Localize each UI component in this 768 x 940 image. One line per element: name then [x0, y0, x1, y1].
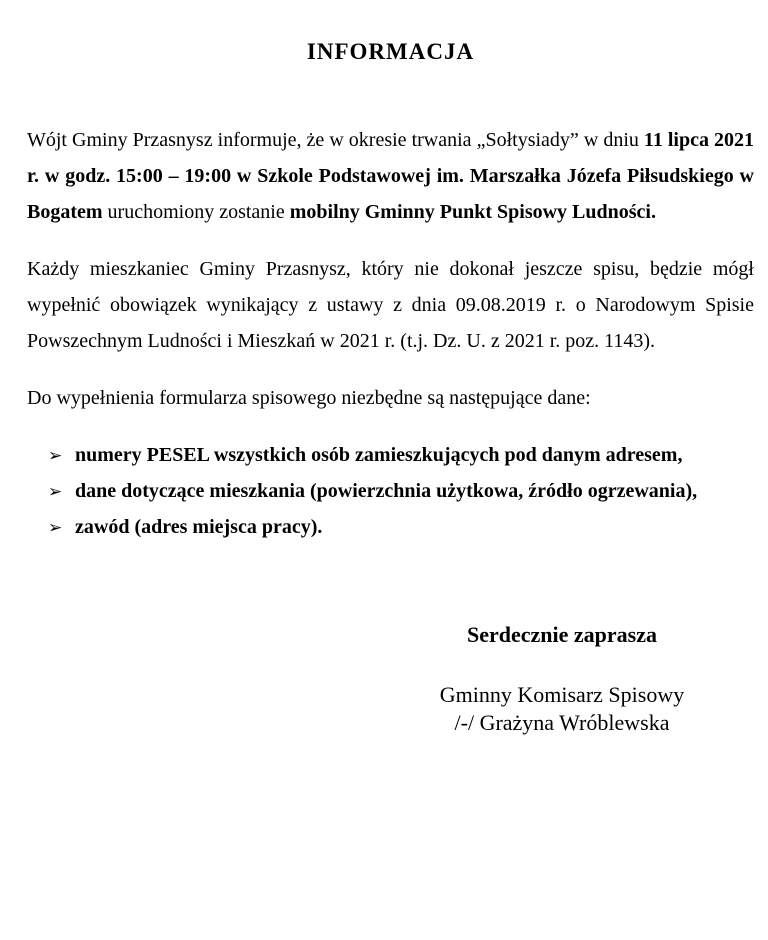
required-data-list: [27, 437, 754, 545]
arrowhead-bullet-icon: ➢: [48, 482, 63, 502]
list-item: [27, 509, 754, 545]
list-item-text: numery PESEL wszystkich osób zamieszkujących pod danym adresem,: [75, 444, 683, 466]
required-data-lead-paragraph: Do wypełnienia formularza spisowego niezbędne są następujące dane:: [27, 387, 591, 409]
signature-name: /-/ Grażyna Wróblewska: [454, 710, 670, 735]
list-item: [27, 437, 754, 473]
document-title: INFORMACJA: [306, 39, 475, 64]
census-obligation-paragraph: Każdy mieszkaniec Gminy Przasnysz, który nie dokonał jeszcze spisu, będzie mógł wypełnić obowiązek wynikający z ustawy z dnia 09.08.2019 r. o Narodowym Spisie Powszechnym Ludności i Mieszkań w 2021 r. (t.j. Dz. U. z 2021 r. poz. 1143).: [27, 258, 754, 352]
signature-block: [412, 621, 712, 737]
arrowhead-bullet-icon: ➢: [48, 446, 63, 466]
intro-text-bold-census-point: mobilny Gminny Punkt Spisowy Ludności.: [289, 201, 656, 223]
list-item: [27, 473, 754, 509]
list-item-text: zawód (adres miejsca pracy).: [75, 516, 323, 538]
intro-paragraph: [27, 122, 754, 230]
intro-text-bold-date-place: 11 lipca 2021 r. w godz. 15:00 – 19:00 w Szkole Podstawowej im. Marszałka Józefa Piłsudskiego w Bogatem: [27, 129, 755, 223]
arrowhead-bullet-icon: ➢: [48, 518, 63, 538]
list-item-text: dane dotyczące mieszkania (powierzchnia użytkowa, źródło ogrzewania),: [75, 480, 698, 502]
intro-text-normal-1: Wójt Gminy Przasnysz informuje, że w okresie trwania „Sołtysiady” w dniu: [27, 129, 644, 151]
signature-closing: Serdecznie zaprasza: [467, 622, 657, 647]
intro-text-normal-2: uruchomiony zostanie: [102, 201, 290, 223]
signature-role: Gminny Komisarz Spisowy: [439, 682, 685, 707]
